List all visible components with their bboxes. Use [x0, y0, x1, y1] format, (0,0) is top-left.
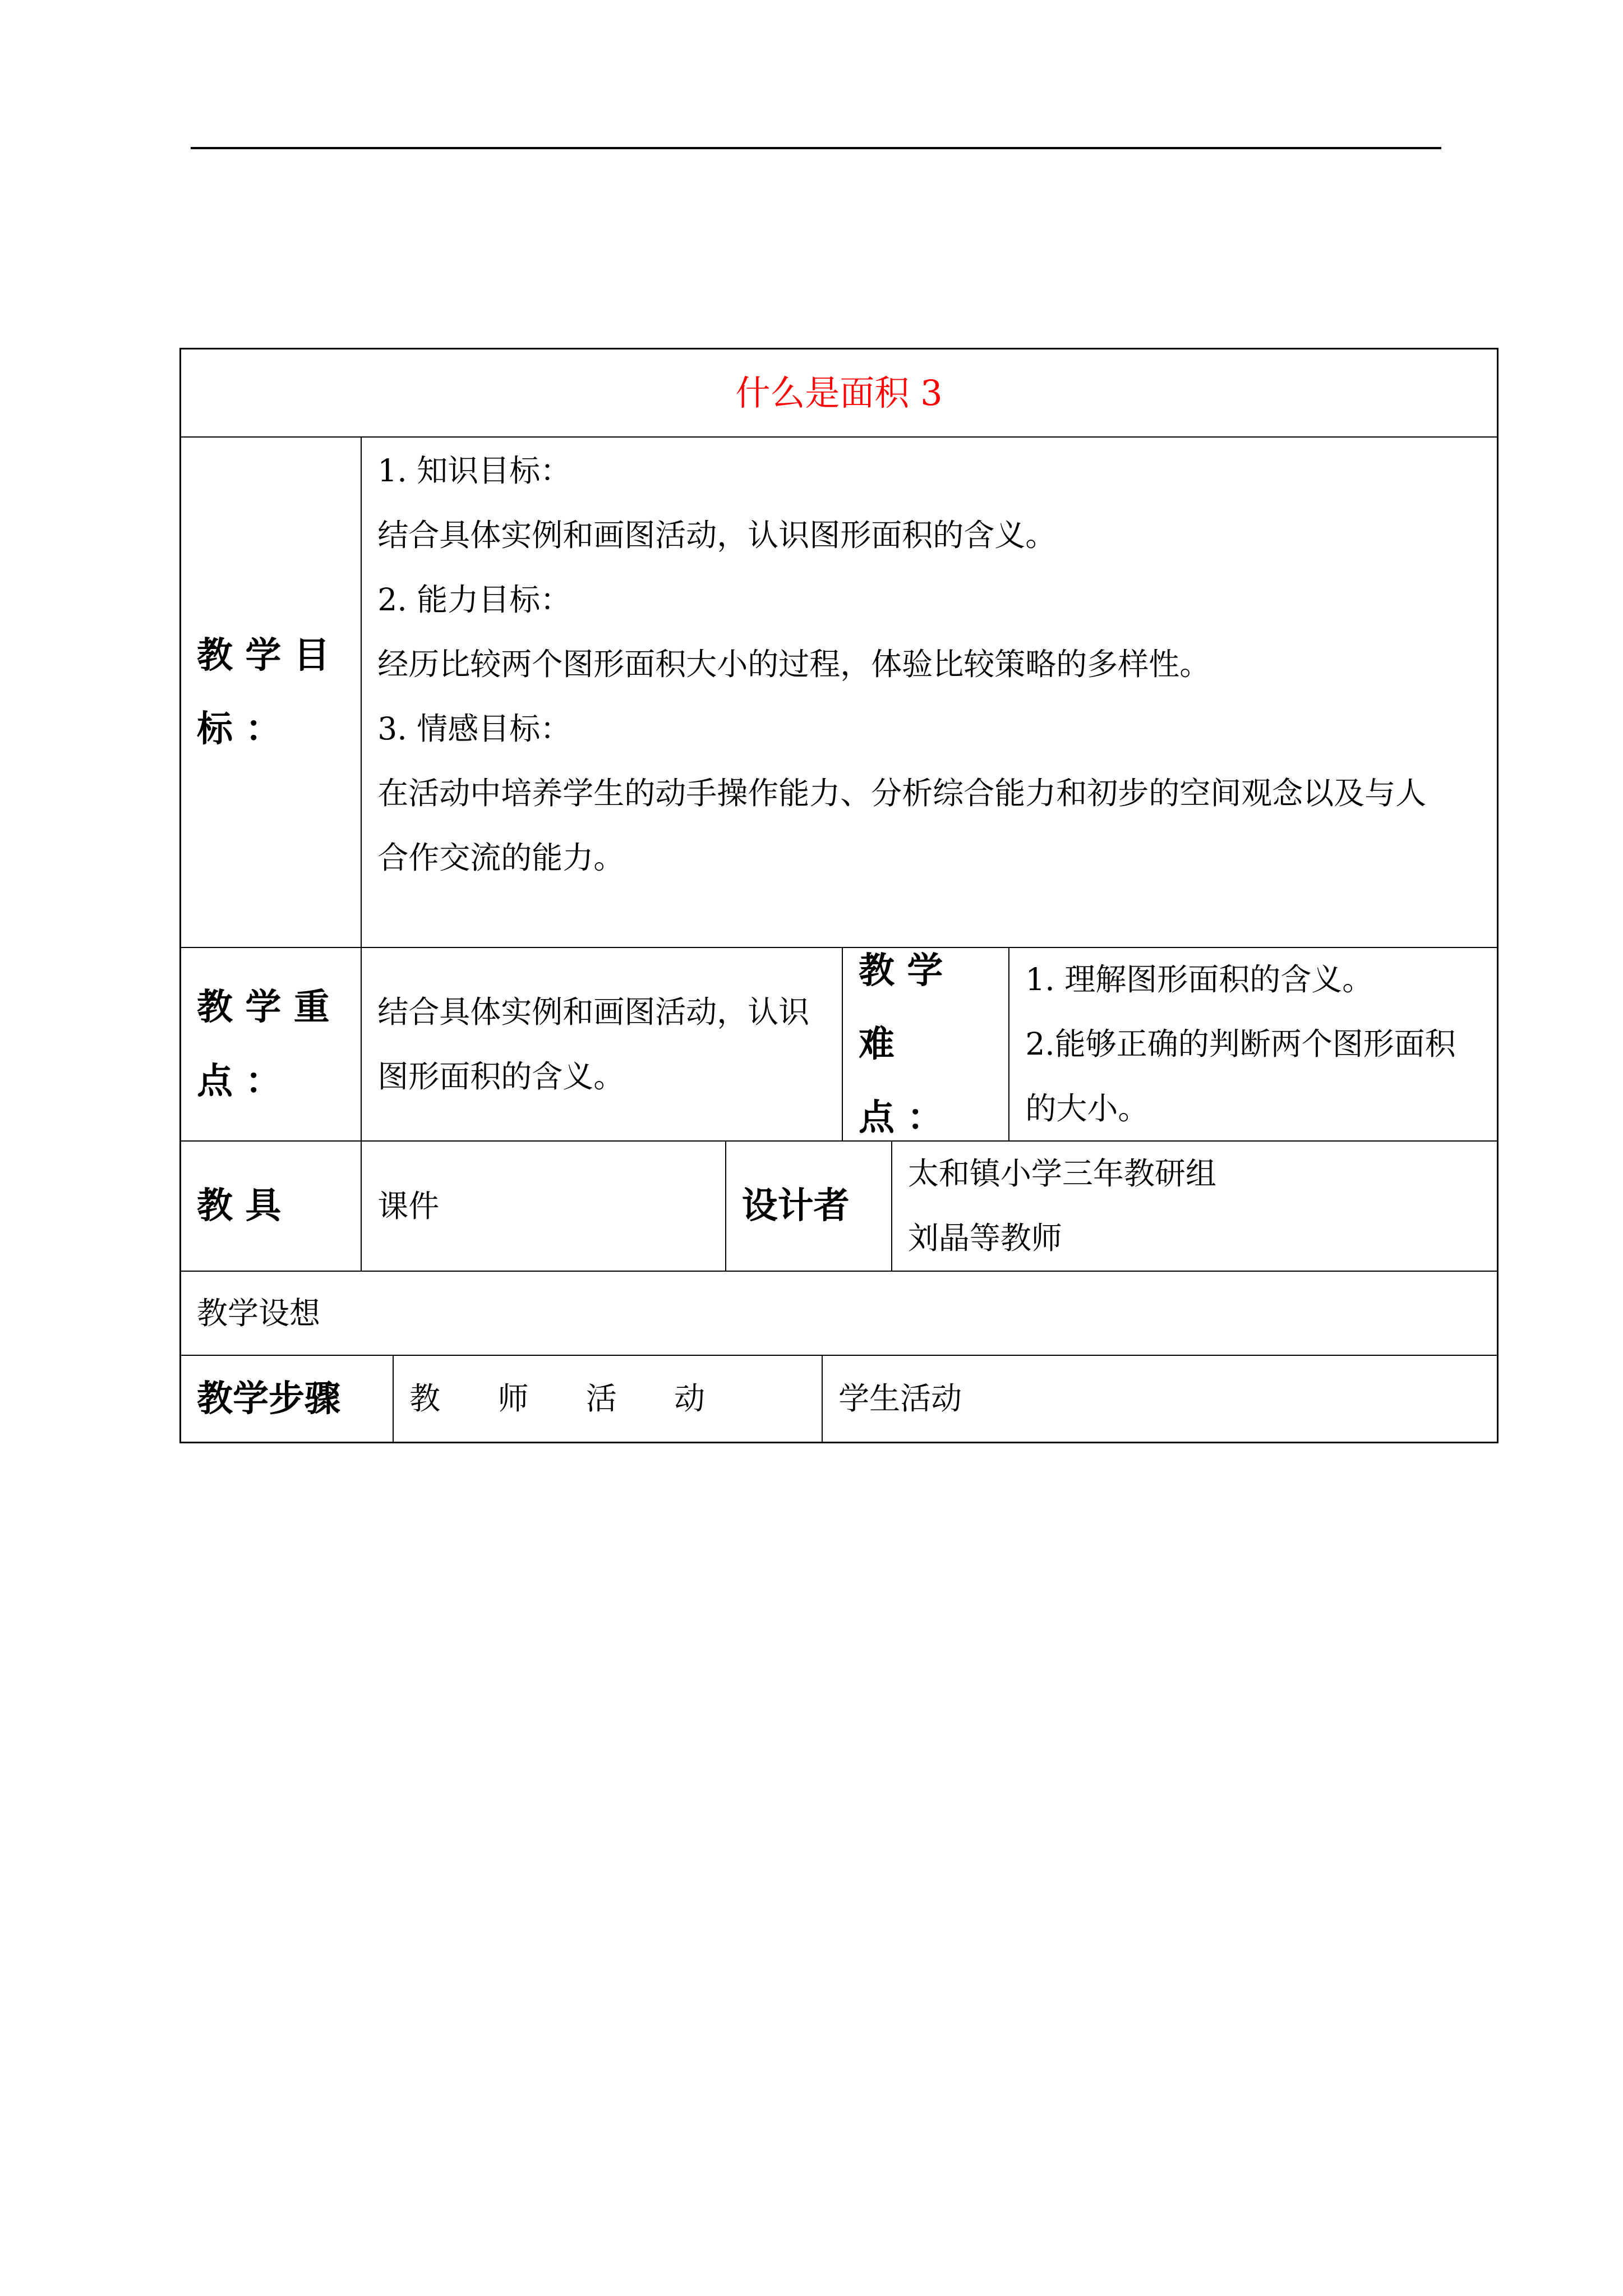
keypoint-label: 教学重点：	[197, 986, 343, 1102]
steps-label: 教学步骤	[197, 1377, 340, 1420]
lesson-title: 什么是面积 3	[735, 372, 943, 413]
objective-line: 2. 能力目标：	[377, 582, 571, 618]
concept-row	[181, 1271, 1497, 1355]
objectives-row	[181, 436, 1497, 947]
objective-line: 结合具体实例和画图活动，认识图形面积的含义。	[377, 517, 1057, 553]
designer-line: 刘晶等教师	[907, 1220, 1062, 1256]
difficulty-line: 1. 理解图形面积的含义。	[1025, 961, 1373, 997]
designer-label: 设计者	[725, 1142, 891, 1271]
keypoint-text: 结合具体实例和画图活动，认识图形面积的含义。	[361, 948, 842, 1140]
objectives-label: 教学目标：	[197, 634, 343, 750]
objective-line: 在活动中培养学生的动手操作能力、分析综合能力和初步的空间观念以及与人	[377, 775, 1427, 811]
objective-line: 1. 知识目标：	[377, 453, 571, 489]
designer-line: 太和镇小学三年教研组	[907, 1156, 1216, 1191]
teacher-activity-header	[393, 1356, 822, 1442]
difficulty-content	[1008, 948, 1497, 1140]
objective-line: 3. 情感目标：	[377, 711, 571, 747]
title-row	[181, 349, 1497, 436]
teacher-activity-char: 活	[585, 1381, 617, 1416]
header-rule	[191, 147, 1441, 149]
difficulty-label: 教学难点：	[842, 948, 1008, 1140]
teacher-activity-char: 动	[674, 1381, 706, 1416]
concept-label: 教学设想	[197, 1295, 321, 1331]
teacher-activity-char: 师	[497, 1381, 529, 1416]
student-activity-header: 学生活动	[822, 1356, 1497, 1442]
lesson-plan-table	[179, 348, 1498, 1443]
objective-line: 合作交流的能力。	[377, 840, 625, 876]
steps-row	[181, 1355, 1497, 1442]
tools-label: 教具	[197, 1185, 294, 1227]
teacher-activity-char: 教	[409, 1381, 441, 1416]
designer-content	[891, 1142, 1497, 1271]
objective-line: 经历比较两个图形面积大小的过程，体验比较策略的多样性。	[377, 646, 1211, 682]
tools-row	[181, 1140, 1497, 1271]
difficulty-line: 2.能够正确的判断两个图形面积的大小。	[1025, 1026, 1456, 1126]
tools-value: 课件	[361, 1142, 725, 1271]
objectives-content	[361, 438, 1497, 947]
keypoint-row	[181, 947, 1497, 1140]
